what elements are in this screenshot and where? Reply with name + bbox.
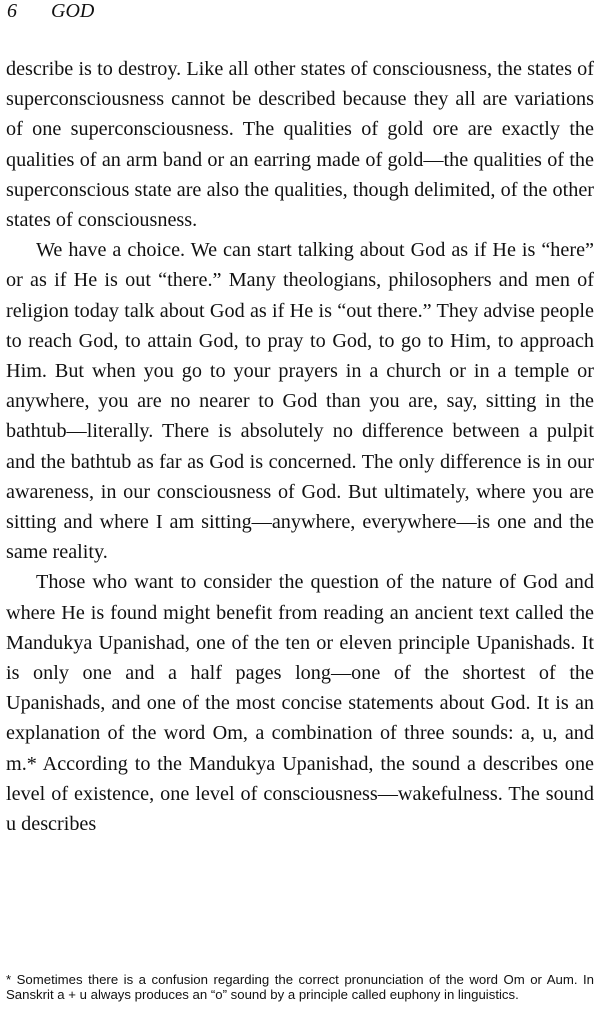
footnote-text: * Sometimes there is a confusion regarding the correct pronunciation of the word Om or Aum. In Sanskrit a + u always produces an “o” sound by a principle called euphony in linguistics.	[6, 972, 594, 1003]
running-title: GOD	[51, 0, 95, 22]
body-text	[6, 54, 594, 839]
page-number: 6	[7, 0, 17, 22]
paragraph: Those who want to consider the question of the nature of God and where He is found might benefit from reading an ancient text called the Mandukya Upanishad, one of the ten or eleven principle Upanishads. It is only one and a half pages long—one of the shortest of the Upanishads, and one of the most concise statements about God. It is an explanation of the word Om, a combination of three sounds: a, u, and m.* According to the Mandukya Upanishad, the sound a describes one level of existence, one level of consciousness—wakefulness. The sound u describes	[6, 571, 594, 836]
footnote	[6, 972, 594, 1003]
running-header	[7, 0, 94, 24]
paragraph: We have a choice. We can start talking about God as if He is “here” or as if He is out “there.” Many theologians, philosophers and men of religion today talk about God as if He is “out there.” They advise people to reach God, to attain God, to pray to God, to go to Him, to approach Him. But when you go to your prayers in a church or in a temple or anywhere, you are no nearer to God than you are, say, sitting in the bathtub—literally. There is absolutely no difference between a pulpit and the bathtub as far as God is concerned. The only difference is in our awareness, in our consciousness of God. But ultimately, where you are sitting and where I am sitting—anywhere, everywhere—is one and the same reality.	[6, 239, 594, 564]
paragraph: describe is to destroy. Like all other states of consciousness, the states of superconsciousness cannot be described because they all are variations of one superconsciousness. The qualities of gold ore are exactly the qualities of an arm band or an earring made of gold—the qualities of the superconscious state are also the qualities, though delimited, of the other states of consciousness.	[6, 58, 594, 232]
